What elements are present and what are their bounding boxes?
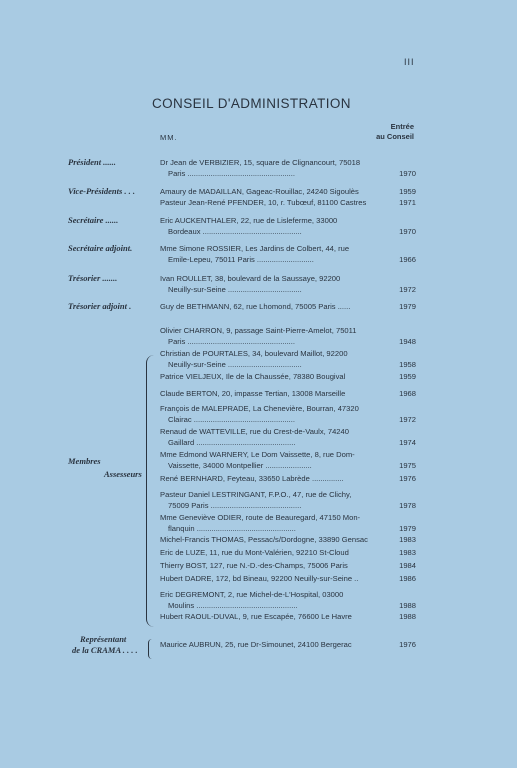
entry-text-line: 75009 Paris ........................................... [168,501,302,510]
membres-brace [146,355,157,627]
entry-text-line: René BERNHARD, Feyteau, 33650 Labrède ............... [160,474,344,483]
entry-year: 1948 [399,337,416,346]
entry-year: 1983 [399,548,416,557]
entry-year: 1988 [399,612,416,621]
entry-year: 1988 [399,601,416,610]
entry-year: 1983 [399,535,416,544]
entry-year: 1968 [399,389,416,398]
entry-text-line: Neuilly-sur-Seine ................................... [168,285,302,294]
entry-year: 1984 [399,561,416,570]
entry-text-line: Olivier CHARRON, 9, passage Saint-Pierre-Amelot, 75011 [160,326,357,335]
entry-year: 1970 [399,169,416,178]
assesseurs-role-label: Assesseurs [104,469,142,479]
role-label: Trésorier ....... [68,273,118,283]
crama-brace [148,639,153,659]
entry-text-line: Christian de POURTALES, 34, boulevard Maillot, 92200 [160,349,348,358]
entry-year: 1979 [399,302,416,311]
entry-text-line: Eric DEGREMONT, 2, rue Michel-de-L'Hospital, 03000 [160,590,344,599]
entry-text-line: Amaury de MADAILLAN, Gageac-Rouillac, 24240 Sigoulès [160,187,359,196]
page-title: CONSEIL D'ADMINISTRATION [152,96,351,111]
entry-year: 1986 [399,574,416,583]
entry-year: 1959 [399,187,416,196]
crama-role-label-2: de la CRAMA . . . . [72,645,138,655]
role-label: Trésorier adjoint . [68,301,132,311]
membres-role-label: Membres [68,456,101,466]
crama-entry-text: Maurice AUBRUN, 25, rue Dr-Simounet, 24100 Bergerac [160,640,352,649]
entry-text-line: François de MALEPRADE, La Chenevière, Bourran, 47320 [160,404,359,413]
column-header-entree: Entrée [390,122,414,131]
entry-text-line: Hubert DADRE, 172, bd Bineau, 92200 Neuilly-sur-Seine .. [160,574,359,583]
entry-text-line: Thierry BOST, 127, rue N.-D.-des-Champs, 75006 Paris [160,561,348,570]
entry-text-line: Mme Edmond WARNERY, Le Dom Vaissette, 8, rue Dom- [160,450,355,459]
entry-text-line: Claude BERTON, 20, impasse Tertian, 13008 Marseille [160,389,346,398]
entry-year: 1972 [399,415,416,424]
entry-text-line: Guy de BETHMANN, 62, rue Lhomond, 75005 Paris ...... [160,302,351,311]
crama-entry-year: 1976 [399,640,416,649]
page-number: III [404,57,415,67]
entry-text-line: Emile-Lepeu, 75011 Paris ........................... [168,255,314,264]
mm-label: MM. [160,133,178,142]
entry-text-line: Mme Simone ROSSIER, Les Jardins de Colbert, 44, rue [160,244,350,253]
entry-text-line: Eric de LUZE, 11, rue du Mont-Valérien, 92210 St-Cloud [160,548,349,557]
role-label: Secrétaire ...... [68,215,119,225]
role-label: Président ...... [68,157,116,167]
entry-text-line: Eric AUCKENTHALER, 22, rue de Lisleferme, 33000 [160,216,338,225]
entry-text-line: Ivan ROULLET, 38, boulevard de la Saussaye, 92200 [160,274,341,283]
entry-year: 1971 [399,198,416,207]
entry-text-line: Mme Geneviève ODIER, route de Beauregard, 47150 Mon- [160,513,361,522]
column-header-au-conseil: au Conseil [376,132,414,141]
entry-text-line: Renaud de WATTEVILLE, rue du Crest-de-Vaulx, 74240 [160,427,349,436]
entry-text-line: Bordeaux ............................................... [168,227,302,236]
entry-text-line: Pasteur Jean-René PFENDER, 10, r. Tubœuf, 81100 Castres [160,198,367,207]
entry-text-line: Dr Jean de VERBIZIER, 15, square de Clignancourt, 75018 [160,158,361,167]
entry-text-line: Clairac ................................................ [168,415,296,424]
entry-text-line: Pasteur Daniel LESTRINGANT, F.P.O., 47, rue de Clichy, [160,490,352,499]
entry-year: 1970 [399,227,416,236]
entry-year: 1959 [399,372,416,381]
entry-text-line: Michel-Francis THOMAS, Pessac/s/Dordogne, 33890 Gensac [160,535,368,544]
entry-year: 1979 [399,524,416,533]
entry-text-line: Neuilly-sur-Seine ................................... [168,360,302,369]
role-label: Secrétaire adjoint. [68,243,133,253]
entry-year: 1974 [399,438,416,447]
entry-text-line: Paris ................................................... [168,169,296,178]
entry-text-line: Patrice VIELJEUX, Ile de la Chaussée, 78380 Bougival [160,372,346,381]
entry-year: 1976 [399,474,416,483]
entry-text-line: flanquin ............................................... [168,524,296,533]
entry-year: 1958 [399,360,416,369]
entry-text-line: Hubert RAOUL-DUVAL, 9, rue Escapée, 76600 Le Havre [160,612,352,621]
entry-text-line: Paris ................................................... [168,337,296,346]
entry-year: 1972 [399,285,416,294]
entry-text-line: Vaissette, 34000 Montpellier ...................... [168,461,312,470]
role-label: Vice-Présidents . . . [68,186,136,196]
crama-role-label-1: Représentant [80,634,127,644]
entry-year: 1975 [399,461,416,470]
entry-text-line: Moulins ................................................ [168,601,298,610]
entry-year: 1978 [399,501,416,510]
entry-text-line: Gaillard ............................................... [168,438,296,447]
entry-year: 1966 [399,255,416,264]
